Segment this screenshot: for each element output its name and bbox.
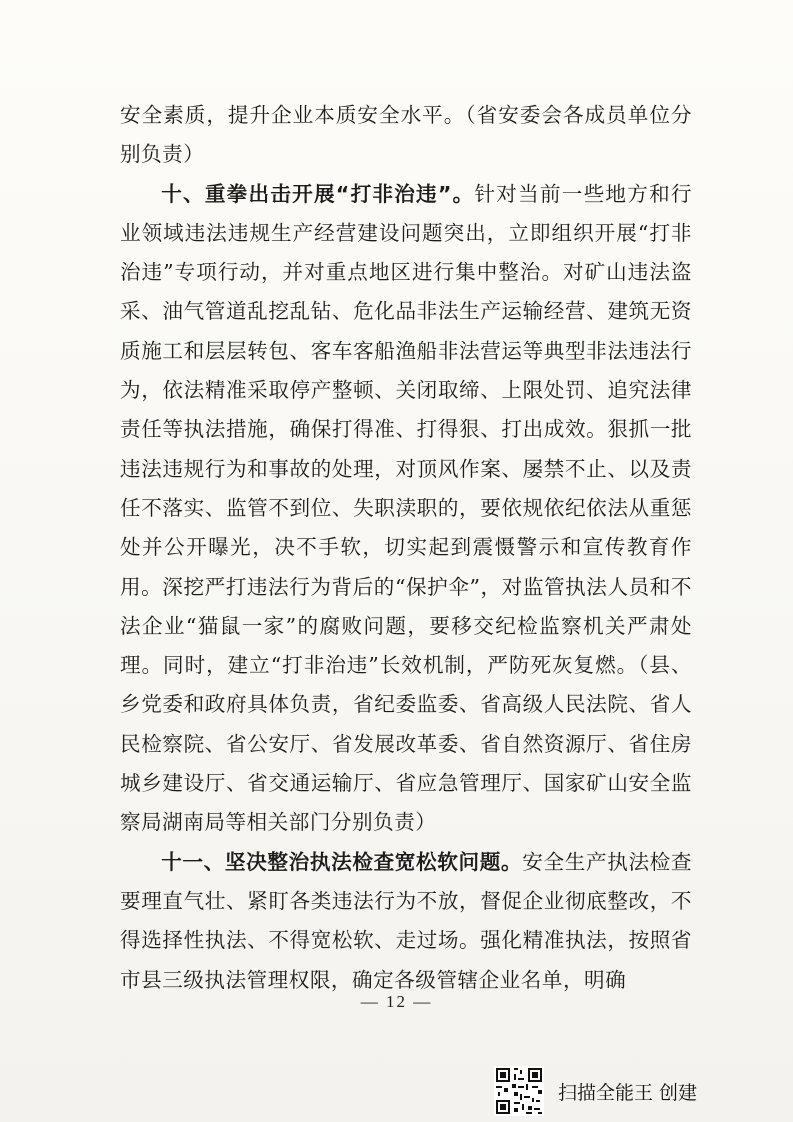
paragraph-eleven: [120, 843, 692, 1000]
section-heading-ten: 十、重拳出击开展“打非治违”。: [161, 181, 475, 206]
page-number: — 12 —: [360, 992, 433, 1011]
section-body-eleven: 安全生产执法检查要理直气壮、紧盯各类违法行为不放，督促企业彻底整改，不得选择性执法、不得宽松软、走过场。强化精准执法，按照省市县三级执法管理权限，确定各级管辖企业名单，明确: [120, 849, 693, 992]
section-body-ten: 针对当前一些地方和行业领域违法违规生产经营建设问题突出，立即组织开展“打非治违”专项行动，并对重点地区进行集中整治。对矿山违法盗采、油气管道乱挖乱钻、危化品非法生产运输经营、建筑无资质施工和层层转包、客车客船渔船非法营运等典型非法违法行为，依法精准采取停产整顿、关闭取缔、上限处罚、追究法律责任等执法措施，确保打得准、打得狠、打出成效。狠抓一批违法违规行为和事故的处理，对顶风作案、屡禁不止、以及责任不落实、监管不到位、失职渎职的，要依规依纪依法从重惩处并公开曝光，决不手软，切实起到震慑警示和宣传教育作用。深挖严打违法行为背后的“保护伞”，对监管执法人员和不法企业“猫鼠一家”的腐败问题，要移交纪检监察机关严肃处理。同时，建立“打非治违”长效机制，严防死灰复燃。（县、乡党委和政府具体负责，省纪委监委、省高级人民法院、省人民检察院、省公安厅、省发展改革委、省自然资源厅、省住房城乡建设厅、省交通运输厅、省应急管理厅、国家矿山安全监察局湖南局等相关部门分别负责）: [120, 181, 692, 835]
paragraph-continued: 安全素质，提升企业本质安全水平。（省安委会各成员单位分别负责）: [120, 103, 692, 167]
watermark-text: 扫描全能王 创建: [558, 1081, 698, 1104]
section-heading-eleven: 十一、坚决整治执法检查宽松软问题。: [161, 849, 523, 874]
qr-code-icon: [494, 1066, 544, 1116]
document-body: [120, 96, 692, 1000]
paragraph-ten: [120, 175, 692, 843]
scanner-watermark: [494, 1066, 697, 1116]
